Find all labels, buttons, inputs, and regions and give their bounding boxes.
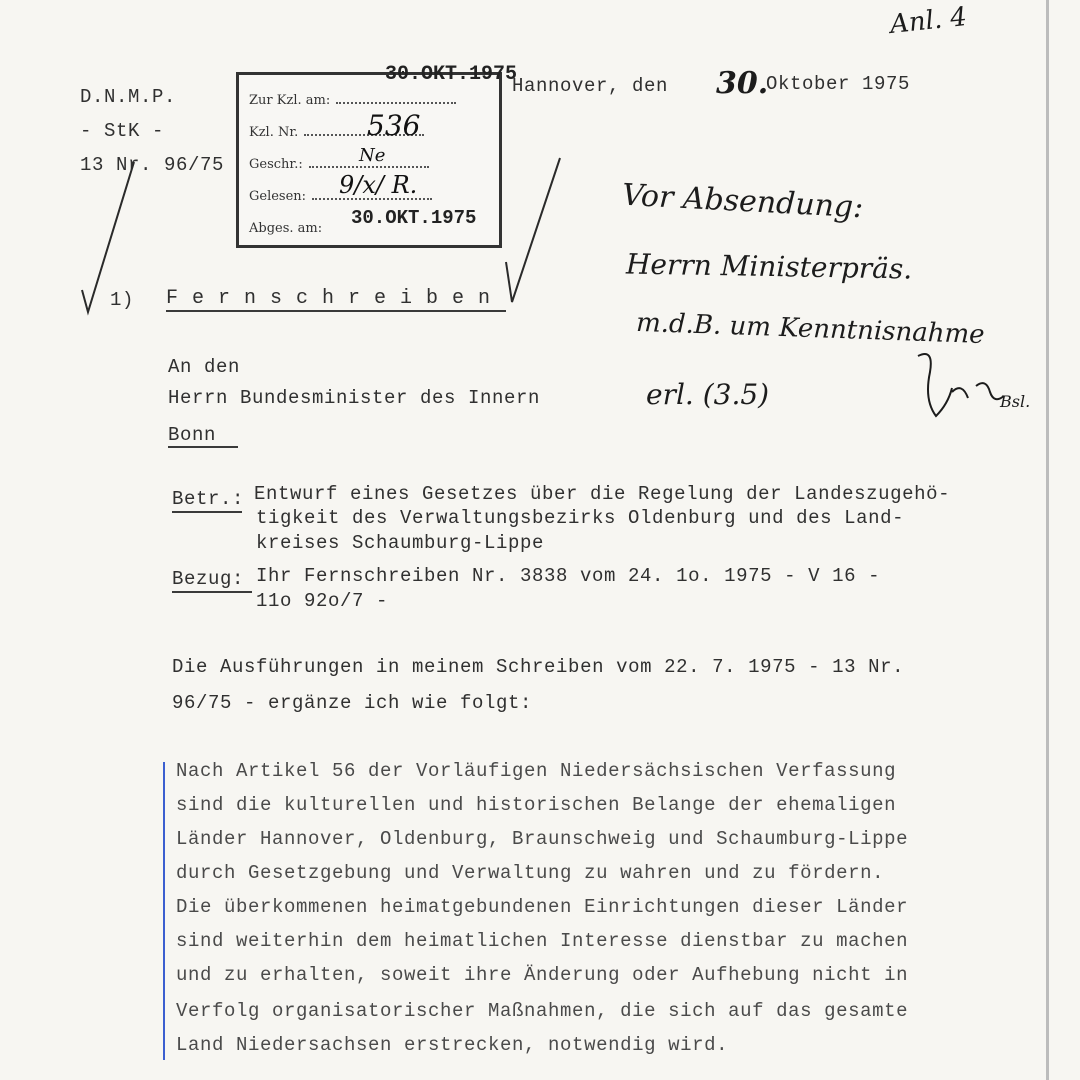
stamp-row-kzl-am bbox=[249, 93, 456, 108]
body-line-8: Verfolg organisatorischer Maßnahmen, die sich auf das gesamte bbox=[176, 1000, 909, 1022]
handnote-line-4: erl. (3.5) bbox=[646, 378, 770, 411]
org-line-2: - StK - bbox=[80, 120, 165, 142]
margin-mark-blue bbox=[163, 762, 165, 1060]
body-line-2: sind die kulturellen und historischen Belange der ehemaligen bbox=[176, 794, 897, 816]
body-line-9: Land Niedersachsen erstrecken, notwendig wird. bbox=[176, 1034, 729, 1056]
stamp-value-abges: 30.OKT.1975 bbox=[351, 207, 477, 229]
stamp-label-abges: Abges. am: bbox=[249, 221, 323, 236]
stamp-label-geschr: Geschr.: bbox=[249, 157, 303, 172]
body-line-5: Die überkommenen heimatgebundenen Einrichtungen dieser Länder bbox=[176, 896, 909, 918]
body-line-7: und zu erhalten, soweit ihre Änderung oder Aufhebung nicht in bbox=[176, 964, 909, 986]
betr-label: Betr.: bbox=[172, 488, 245, 510]
signature-scribble bbox=[918, 354, 1004, 416]
date-month-year: Oktober 1975 bbox=[766, 73, 911, 95]
stamp-label-gelesen: Gelesen: bbox=[249, 189, 307, 204]
recipient-line-1: An den bbox=[168, 356, 241, 378]
stamp-value-geschr: Ne bbox=[359, 145, 386, 166]
recipient-city-underline bbox=[168, 446, 238, 448]
stamp-value-kzl-nr: 536 bbox=[367, 109, 421, 142]
bezug-label: Bezug: bbox=[172, 568, 245, 590]
date-day: 30. bbox=[716, 66, 769, 101]
stamp-label-kzl-am: Zur Kzl. am: bbox=[249, 93, 331, 108]
section-title-underline bbox=[166, 310, 506, 312]
recipient-line-2: Herrn Bundesminister des Innern bbox=[168, 387, 541, 409]
stamp-row-abges bbox=[249, 221, 322, 236]
betr-line-2: tigkeit des Verwaltungsbezirks Oldenburg und des Land- bbox=[256, 507, 905, 529]
date-prefix: Hannover, den bbox=[512, 75, 669, 97]
recipient-line-3: Bonn bbox=[168, 424, 217, 446]
stamp-label-kzl-nr: Kzl. Nr. bbox=[249, 125, 299, 140]
handnote-initials: Bsl. bbox=[1000, 392, 1031, 411]
intro-line-1: Die Ausführungen in meinem Schreiben vom 22. 7. 1975 - 13 Nr. bbox=[172, 656, 905, 678]
section-title: F e r n s c h r e i b e n bbox=[166, 287, 492, 310]
bezug-line-2: 11o 92o/7 - bbox=[256, 590, 389, 612]
stamp-row-geschr bbox=[249, 157, 429, 172]
body-line-6: sind weiterhin dem heimatlichen Interesse dienstbar zu machen bbox=[176, 930, 909, 952]
bezug-line-1: Ihr Fernschreiben Nr. 3838 vom 24. 1o. 1975 - V 16 - bbox=[256, 565, 881, 587]
betr-line-1: Entwurf eines Gesetzes über die Regelung der Landeszugehö- bbox=[254, 483, 951, 505]
handnote-line-1: Vor Absendung: bbox=[621, 177, 865, 226]
betr-line-3: kreises Schaumburg-Lippe bbox=[256, 532, 545, 554]
handnote-line-3: m.d.B. um Kenntnisnahme bbox=[635, 307, 986, 351]
bezug-label-underline bbox=[172, 591, 252, 593]
annex-note: Anl. 4 bbox=[888, 2, 969, 40]
stamp-date-top: 30.OKT.1975 bbox=[385, 63, 518, 86]
section-number: 1) bbox=[110, 289, 135, 311]
org-line-3: 13 Nr. 96/75 bbox=[80, 154, 225, 176]
body-line-4: durch Gesetzgebung und Verwaltung zu wahren und zu fördern. bbox=[176, 862, 885, 884]
betr-label-underline bbox=[172, 511, 242, 513]
org-line-1: D.N.M.P. bbox=[80, 86, 177, 108]
registry-stamp bbox=[236, 63, 518, 248]
body-line-1: Nach Artikel 56 der Vorläufigen Niedersächsischen Verfassung bbox=[176, 760, 897, 782]
stamp-value-gelesen: 9/x/ R. bbox=[339, 171, 418, 199]
checkmark-stroke-mid bbox=[506, 158, 560, 302]
page-edge-shadow bbox=[1046, 0, 1049, 1080]
handnote-line-2: Herrn Ministerpräs. bbox=[625, 247, 913, 286]
body-line-3: Länder Hannover, Oldenburg, Braunschweig und Schaumburg-Lippe bbox=[176, 828, 909, 850]
intro-line-2: 96/75 - ergänze ich wie folgt: bbox=[172, 692, 533, 714]
